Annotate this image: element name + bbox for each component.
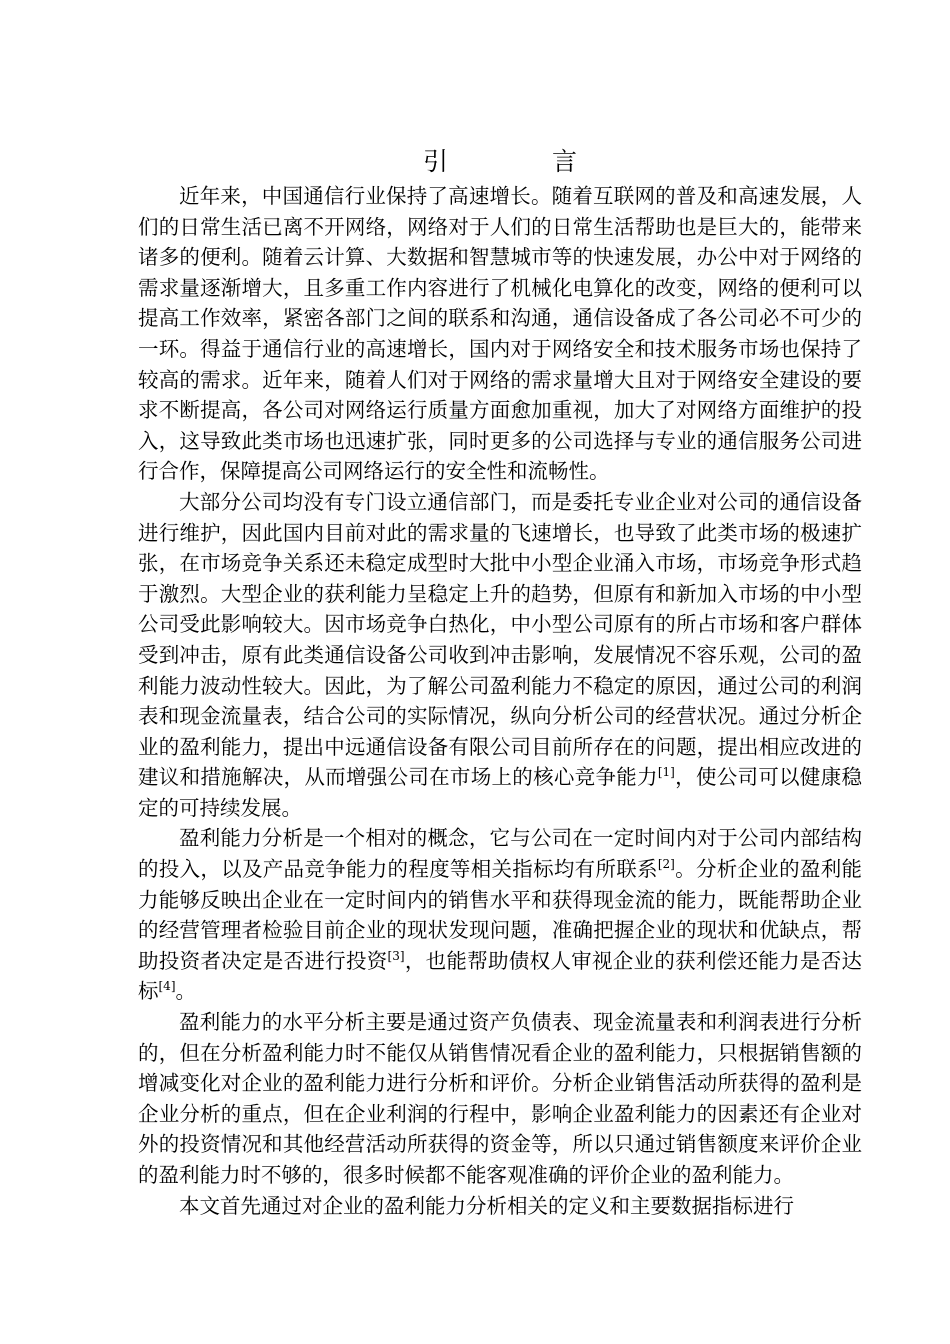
body-paragraph xyxy=(138,181,862,487)
citation-reference: [1] xyxy=(657,765,675,780)
section-title: 引 言 xyxy=(423,147,625,176)
paragraph-text: 本文首先通过对企业的盈利能力分析相关的定义和主要数据指标进行 xyxy=(179,1193,794,1218)
paragraph-text: ，也能帮助债权人审视企业的获利偿还能力是否达标 xyxy=(138,948,863,1004)
document-body xyxy=(138,143,862,1221)
citation-reference: [3] xyxy=(387,949,405,964)
paragraph-text: 盈利能力的水平分析主要是通过资产负债表、现金流量表和利润表进行分析的，但在分析盈利能力时不能仅从销售情况看企业的盈利能力，只根据销售额的增减变化对企业的盈利能力进行分析和评价。分析企业销售活动所获得的盈利是企业分析的重点，但在企业利润的行程中，影响企业盈利能力的因素还有企业对外的投资情况和其他经营活动所获得的资金等，所以只通过销售额度来评价企业的盈利能力时不够的，很多时候都不能客观准确的评价企业的盈利能力。 xyxy=(138,1010,862,1187)
body-paragraph xyxy=(138,1191,862,1222)
body-paragraph xyxy=(138,487,862,824)
citation-reference: [4] xyxy=(158,979,176,994)
paragraph-text: ，使公司可以健康稳定的可持续发展。 xyxy=(138,765,863,820)
citation-reference: [2] xyxy=(657,857,675,872)
paragraph-list xyxy=(138,181,862,1221)
paragraph-text: 近年来，中国通信行业保持了高速增长。随着互联网的普及和高速发展，人们的日常生活已离不开网络，网络对于人们的日常生活帮助也是巨大的，能带来诸多的便利。随着云计算、大数据和智慧城市等的快速发展，办公中对于网络的需求量逐渐增大，且多重工作内容进行了机械化电算化的改变，网络的便利可以提高工作效率，紧密各部门之间的联系和沟通，通信设备成了各公司必不可少的一环。得益于通信行业的高速增长，国内对于网络安全和技术服务市场也保持了较高的需求。近年来，随着人们对于网络的需求量增大且对于网络安全建设的要求不断提高，各公司对网络运行质量方面愈加重视，加大了对网络方面维护的投入，这导致此类市场也迅速扩张，同时更多的公司选择与专业的通信服务公司进行合作，保障提高公司网络运行的安全性和流畅性。 xyxy=(138,184,862,484)
paragraph-text: 。分析企业的盈利能力能够反映出企业在一定时间内的销售水平和获得现金流的能力，既能帮助企业的经营管理者检验目前企业的现状发现问题，准确把握企业的现状和优缺点，帮助投资者决定是否进行投资 xyxy=(138,857,863,973)
paragraph-text: 盈利能力分析是一个相对的概念，它与公司在一定时间内对于公司内部结构的投入，以及产品竞争能力的程度等相关指标均有所联系 xyxy=(138,826,862,882)
body-paragraph xyxy=(138,1007,862,1191)
body-paragraph xyxy=(138,823,862,1007)
paragraph-text: 。 xyxy=(175,979,196,1004)
paragraph-text: 大部分公司均没有专门设立通信部门，而是委托专业企业对公司的通信设备进行维护，因此国内目前对此的需求量的飞速增长，也导致了此类市场的极速扩张，在市场竞争关系还未稳定成型时大批中小型企业涌入市场，市场竞争形式趋于激烈。大型企业的获利能力呈稳定上升的趋势，但原有和新加入市场的中小型公司受此影响较大。因市场竞争白热化，中小型公司原有的所占市场和客户群体受到冲击，原有此类通信设备公司收到冲击影响，发展情况不容乐观，公司的盈利能力波动性较大。因此，为了解公司盈利能力不稳定的原因，通过公司的利润表和现金流量表，结合公司的实际情况，纵向分析公司的经营状况。通过分析企业的盈利能力，提出中远通信设备有限公司目前所存在的问题，提出相应改进的建议和措施解决，从而增强公司在市场上的核心竞争能力 xyxy=(138,489,862,790)
